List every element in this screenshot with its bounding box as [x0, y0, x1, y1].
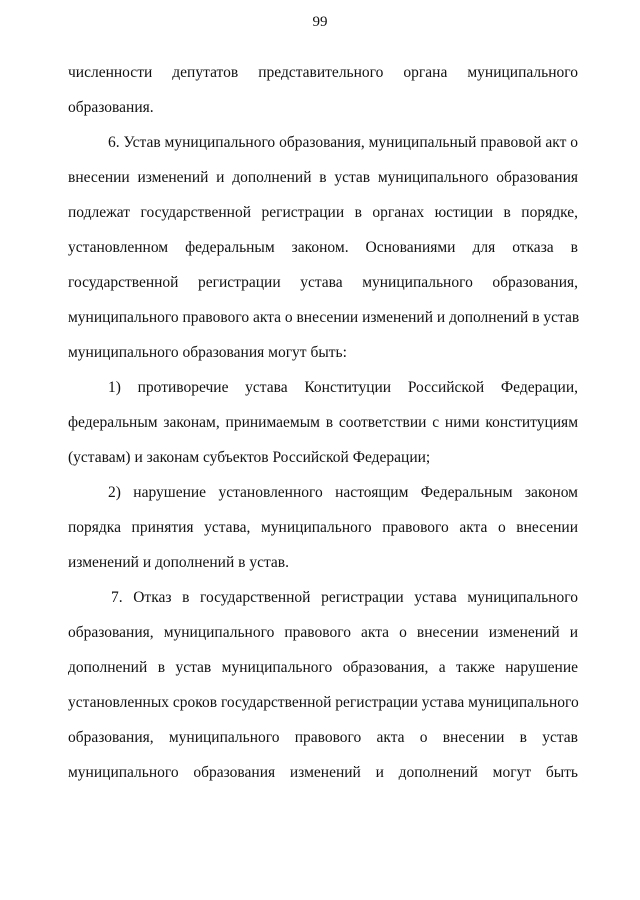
- text-line: внесении изменений и дополнений в устав муниципального образования: [68, 169, 578, 186]
- text-line: изменений и дополнений в устав.: [68, 554, 289, 571]
- text-line: образования, муниципального правового акта о внесении изменений и: [68, 624, 578, 641]
- list-item-2-start: 2) нарушение установленного настоящим Федеральным законом: [108, 484, 578, 501]
- text-line: дополнений в устав муниципального образования, а также нарушение: [68, 659, 578, 676]
- list-item-1-start: 1) противоречие устава Конституции Российской Федерации,: [108, 379, 578, 396]
- body-text: [68, 62, 578, 797]
- text-line: установленных сроков государственной регистрации устава муниципального: [68, 694, 579, 711]
- paragraph-6-start: 6. Устав муниципального образования, муниципальный правовой акт о: [108, 134, 578, 151]
- paragraph-7-start: 7. Отказ в государственной регистрации устава муниципального: [111, 589, 578, 606]
- text-line: федеральным законам, принимаемым в соответствии с ними конституциям: [68, 414, 578, 431]
- text-line: подлежат государственной регистрации в органах юстиции в порядке,: [68, 204, 578, 221]
- text-line: образования, муниципального правового акта о внесении в устав: [68, 729, 578, 746]
- text-line: численности депутатов представительного органа муниципального: [68, 64, 578, 81]
- text-line: образования.: [68, 99, 154, 116]
- text-line: муниципального образования изменений и дополнений могут быть: [68, 764, 578, 781]
- text-line: государственной регистрации устава муниципального образования,: [68, 274, 578, 291]
- page-number: 99: [312, 14, 328, 30]
- text-line: муниципального правового акта о внесении изменений и дополнений в устав: [68, 309, 580, 326]
- text-line: (уставам) и законам субъектов Российской Федерации;: [68, 449, 431, 466]
- text-line: установленном федеральным законом. Основаниями для отказа в: [68, 239, 578, 256]
- text-line: порядка принятия устава, муниципального правового акта о внесении: [68, 519, 578, 536]
- text-line: муниципального образования могут быть:: [68, 344, 347, 361]
